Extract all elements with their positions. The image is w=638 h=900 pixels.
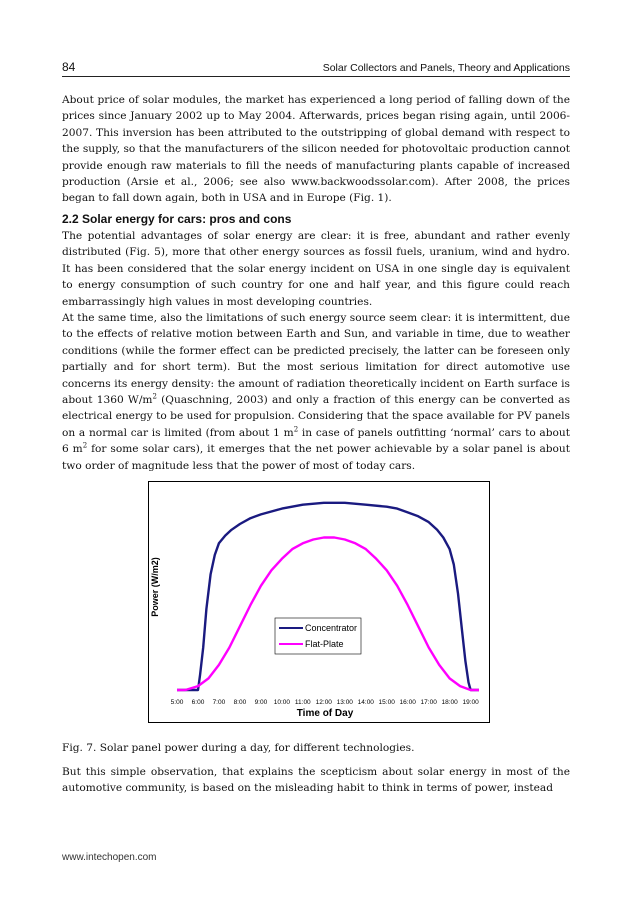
footer-url: www.intechopen.com	[62, 852, 157, 863]
x-tick-label: 6:00	[191, 699, 205, 706]
paragraph-module-prices: About price of solar modules, the market has experienced a long period of falling down of the prices since January 2002 up to May 2004. Afterwards, prices began rising again, until 2006-2007. This inversion has been attributed to the outstripping of global demand with respect to the supply, so that the manufacturers of the silicon needed for photovoltaic production cannot provide enough raw materials to fill the needs of manufacturing plants capable of increased production (Arsie et al., 2006; see also www.backwoodssolar.com). After 2008, the prices began to fall down again, both in USA and in Europe (Fig. 1).	[62, 94, 570, 205]
figure-7-chart	[148, 481, 490, 723]
limitations-text-a: At the same time, also the limitations of such energy source seem clear: it is intermittent, due to the effects of relative motion between Earth and Sun, and variable in time, due to weather conditions (while the former effect can be predicted precisely, the latter can be foreseen only partially and for short term). But the most serious limitation for direct automotive use concerns its energy density: the amount of radiation theoretically incident on Earth surface is about 1360 W/m	[62, 312, 570, 407]
x-tick-label: 16:00	[399, 699, 416, 706]
limitations-text-b: (Quaschning, 2003) and only a fraction of this energy can be converted as electrical energy to be used for propulsion. Considering that the space available for PV panels on a normal car is limited (from about 1 m	[62, 394, 570, 439]
paragraph-limitations	[62, 310, 570, 474]
x-tick-label: 5:00	[170, 699, 184, 706]
x-tick-label: 9:00	[254, 699, 268, 706]
page-number: 84	[62, 60, 76, 74]
chart-legend	[275, 618, 361, 654]
x-tick-label: 10:00	[273, 699, 291, 706]
x-tick-label: 8:00	[233, 699, 247, 706]
superscript-2: 2	[293, 425, 299, 434]
x-tick-label: 11:00	[294, 699, 311, 706]
x-tick-label: 12:00	[315, 699, 332, 706]
x-tick-label: 7:00	[212, 699, 226, 706]
x-tick-label: 15:00	[378, 699, 395, 706]
y-axis-label: Power (W/m2)	[150, 557, 160, 617]
x-tick-label: 13:00	[336, 699, 353, 706]
figure-caption: Fig. 7. Solar panel power during a day, for different technologies.	[62, 742, 415, 754]
x-tick-label: 14:00	[357, 699, 374, 706]
limitations-text-d: for some solar cars), it emerges that the net power achievable by a solar panel is about two order of magnitude less that the power of most of today cars.	[62, 443, 571, 472]
section-heading: 2.2 Solar energy for cars: pros and cons	[62, 212, 292, 226]
legend-label-concentrator: Concentrator	[305, 623, 358, 633]
x-tick-labels	[171, 699, 479, 706]
superscript-2: 2	[82, 441, 88, 450]
page-header	[62, 60, 570, 77]
paragraph-advantages: The potential advantages of solar energy are clear: it is free, abundant and rather evenly distributed (Fig. 5), more that other energy sources as fossil fuels, uranium, wind and hydro. It has been considered that the solar energy incident on USA in one single day is equivalent to energy consumption of such country for one and half year, and this figure could reach embarrassingly high values in most developing countries.	[62, 230, 570, 308]
paragraph-scepticism: But this simple observation, that explains the scepticism about solar energy in most of the automotive community, is based on the misleading habit to think in terms of power, instead	[62, 766, 570, 795]
superscript-2: 2	[152, 392, 157, 401]
power-chart-svg	[149, 482, 489, 722]
x-axis-label: Time of Day	[296, 708, 354, 719]
x-tick-label: 17:00	[420, 699, 437, 706]
running-title: Solar Collectors and Panels, Theory and Applications	[322, 62, 570, 74]
x-tick-label: 19:00	[462, 699, 479, 706]
limitations-text-c: in case of panels outfitting ‘normal’ cars to about 6 m	[62, 426, 570, 456]
legend-label-flat-plate: Flat-Plate	[305, 639, 344, 649]
x-tick-label: 18:00	[441, 699, 458, 706]
